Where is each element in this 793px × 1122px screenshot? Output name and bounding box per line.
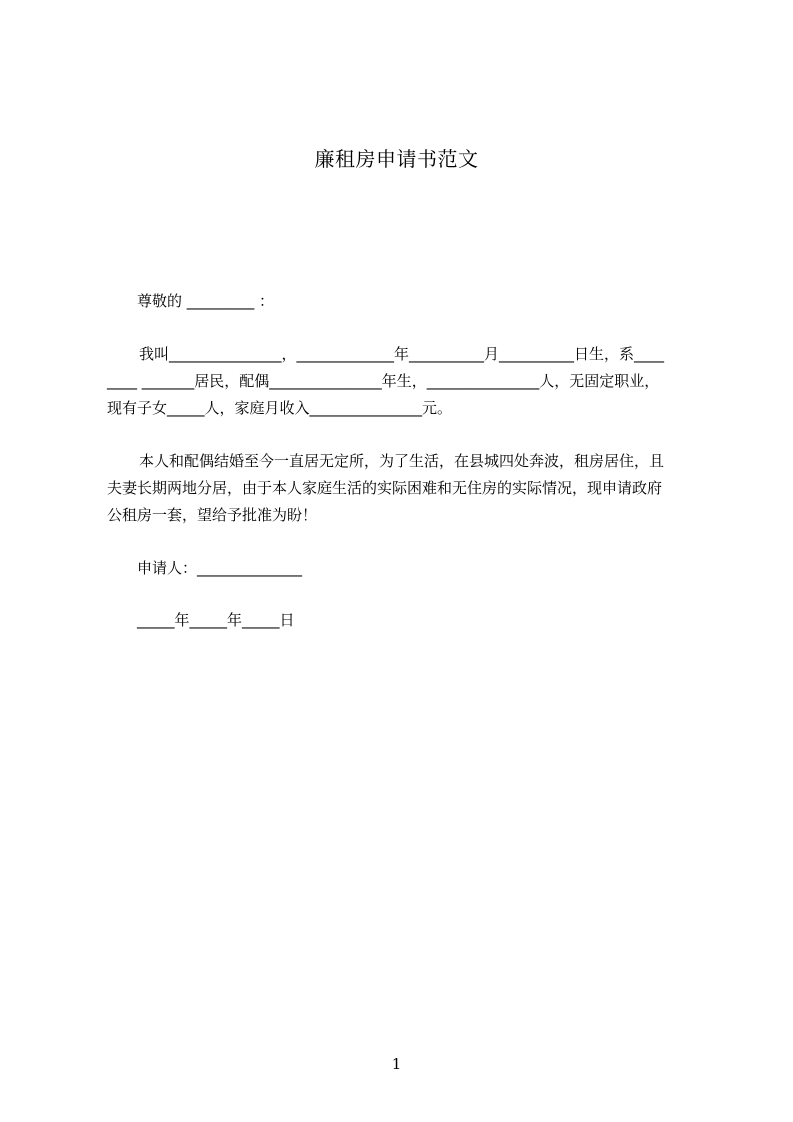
salutation: 尊敬的 _________ ： bbox=[137, 292, 275, 310]
para2-line3: 公租房一套，望给予批准为盼！ bbox=[107, 506, 318, 524]
para1-line3: 现有子女_____人，家庭月收入_______________元。 bbox=[107, 399, 453, 417]
document-title: 廉租房申请书范文 bbox=[314, 147, 479, 171]
date-line: _____年_____年_____日 bbox=[137, 611, 295, 629]
para2-line2: 夫妻长期两地分居，由于本人家庭生活的实际困难和无住房的实际情况，现申请政府 bbox=[107, 479, 663, 497]
page-number: 1 bbox=[391, 1055, 402, 1073]
applicant-line: 申请人：______________ bbox=[137, 559, 303, 577]
para1-line1: 我叫_______________，_____________年__________月__________日生，系____ bbox=[139, 345, 665, 363]
para2-line1: 本人和配偶结婚至今一直居无定所，为了生活，在县城四处奔波，租房居住，且 bbox=[139, 452, 665, 470]
para1-line2: ____ _______居民，配偶_______________年生，_______________人，无固定职业， bbox=[107, 372, 660, 390]
